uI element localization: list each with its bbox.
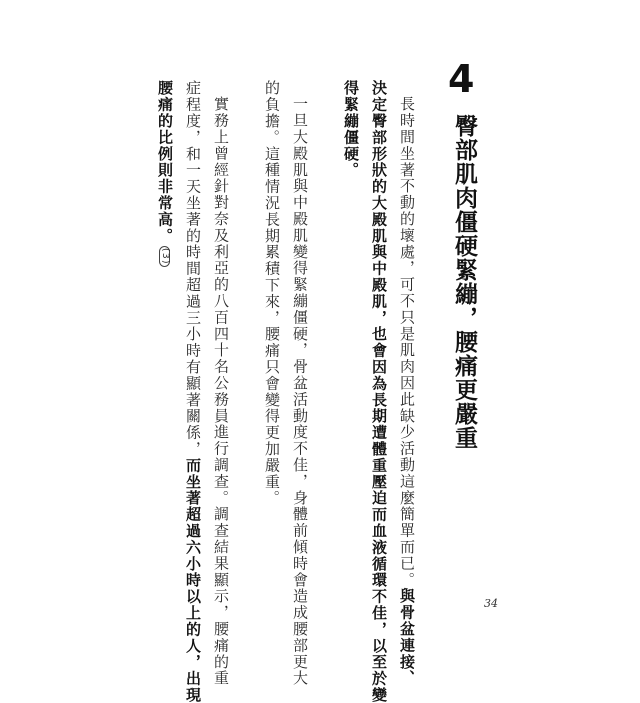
bold-text-segment: 而坐著超過六小時以上的人，出現 — [184, 457, 202, 703]
paragraph-3-line-1: 實務上曾經針對奈及利亞的八百四十名公務員進行調查。調查結果顯示，腰痛的重 — [212, 96, 230, 687]
page-number: 34 — [484, 597, 498, 610]
citation-marker: (3) — [160, 248, 170, 265]
paragraph-3-line-2 — [185, 80, 200, 703]
paragraph-1-line-1 — [399, 96, 414, 686]
text-segment: 症程度，和一天坐著的時間超過三小時有顯著關係， — [184, 80, 202, 458]
bold-text-segment: 腰痛的比例則非常高。 — [156, 80, 174, 244]
chapter-number: 4 — [448, 57, 475, 101]
paragraph-1-line-2: 決定臀部形狀的大殿肌與中殿肌，也會因為長期遭體重壓迫而血液循環不佳，以至於變 — [370, 80, 388, 703]
bold-text-segment: 與骨盆連接、 — [398, 588, 416, 687]
paragraph-1-line-3: 得緊繃僵硬。 — [342, 80, 360, 179]
chapter-title: 臀部肌肉僵硬緊繃，腰痛更嚴重 — [451, 114, 477, 450]
text-segment: 長時間坐著不動的壞處，可不只是肌肉因此缺少活動這麼簡單而已。 — [398, 96, 416, 588]
paragraph-2-line-1: 一旦大殿肌與中殿肌變得緊繃僵硬，骨盆活動度不佳，身體前傾時會造成腰部更大 — [291, 96, 309, 687]
paragraph-2-line-2: 的負擔。這種情況長期累積下來，腰痛只會變得更加嚴重。 — [263, 80, 281, 507]
paragraph-3-line-3 — [157, 80, 172, 269]
